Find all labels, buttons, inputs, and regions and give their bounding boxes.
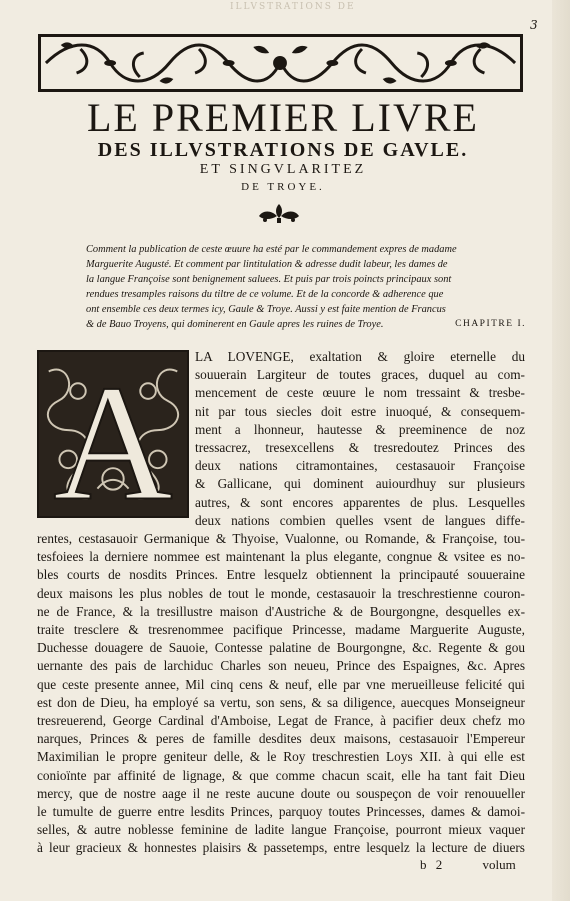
body-line: narques, Princes & peres de famille desdites deux maisons, cestasauoir l'Empereur xyxy=(37,731,525,747)
book-subtitle-3: DE TROYE. xyxy=(241,181,325,193)
book-subtitle-2: ET SINGVLARITEZ xyxy=(199,162,367,177)
chapter-body xyxy=(37,348,525,858)
argument-line: la langue Françoise sont benignement saluees. Et puis par trois poincts principaux sont xyxy=(86,274,452,285)
body-line: deux nations combien quelles vsent de langues diffe- xyxy=(195,512,525,528)
body-line: que ceste presente annee, Mil cinq cens & neuf, elle par vne merueilleuse felicité qui xyxy=(37,676,525,692)
book-title: LE PREMIER LIVRE xyxy=(87,95,479,140)
book-subtitle: DES ILLVSTRATIONS DE GAVLE. xyxy=(97,139,469,161)
body-line: est don de Dieu, ha employé sa vertu, son sens, & sa diligence, auecques Monseigneur xyxy=(37,694,525,710)
page-edge xyxy=(552,0,570,901)
chapter-argument xyxy=(86,242,526,332)
body-line: Maximilian le propre geniteur delle, & le Roy treschrestien Loys XII. à qui elle est xyxy=(37,749,525,765)
ornamental-headband xyxy=(38,34,523,92)
body-line: bles courts de nosdits Princes. Entre lesquelz obtiennent la principauté souueraine xyxy=(37,567,525,583)
argument-line: ont ensemble ces deux termes icy, Gaule & Troye. Aussi y est faite mention de Francus xyxy=(86,304,446,315)
argument-line: rendues tresamples raisons du tiltre de ce volume. Et de la concorde & adherence que xyxy=(86,289,444,300)
body-line: mencement de ceste œuure le nom tressaint & tresbe- xyxy=(195,385,525,401)
initial-letter: A xyxy=(53,352,173,516)
body-line: nit par tous siecles doit estre inuoqué, & consequem- xyxy=(195,403,525,419)
argument-line: & de Bauo Troyens, qui dominerent en Gaule apres les ruines de Troye. xyxy=(86,319,384,330)
body-line: ment a lhonneur, hautesse & preeminence de noz xyxy=(195,421,525,437)
body-line: mercy, que de nostre aage il ne reste aucune doute ou souspeçon de voir renouueller xyxy=(37,785,525,801)
vine-scroll-ornament xyxy=(41,37,520,89)
body-line: deux maisons les plus nobles de tout le monde, cestasauoir la treschrestienne couron- xyxy=(37,585,525,601)
body-line: rentes, cestasauoir Germanique & Thyoise, Vualonne, ou Romande, & Françoise, tou- xyxy=(37,531,525,547)
body-line: & Gallicane, qui dominent auiourdhuy sur plusieurs xyxy=(195,476,525,492)
argument-line: Comment la publication de ceste œuure ha esté par le commandement expres de madame xyxy=(86,244,457,255)
body-line: traite tresclere & tresrenommee pacifique Princesse, madame Marguerite Auguste, xyxy=(37,622,525,638)
body-line: uernante des pais de larchiduc Charles son neueu, Prince des Espaignes, &c. Apres xyxy=(37,658,525,674)
body-line: tressacrez, tresexcellens & tresredoutez Princes des xyxy=(195,440,525,456)
body-line: LA LOVENGE, exaltation & gloire eternelle du xyxy=(195,349,525,364)
body-line: Duchesse douagere de Sauoie, Contesse palatine de Bourgongne, &c. Regente & gou xyxy=(37,640,525,656)
body-line: tresreuerend, George Cardinal d'Amboise, Legat de France, à pacifier deux chefz mo xyxy=(37,713,525,729)
body-line: le tumulte de guerre entre lesdits Princes, parquoy toutes Princesses, dames & damoi- xyxy=(37,804,525,820)
body-line: deux nations citramontaines, cestasauoir Françoise xyxy=(195,458,525,474)
body-line: ne de France, & la tresillustre maison d'Austriche & de Bourgongne, desquelles ex- xyxy=(37,603,525,619)
signature-mark: b 2 xyxy=(420,857,446,872)
argument-line: Marguerite Augusté. Et comment par lintitulation & adresse dudit labeur, les dames de xyxy=(86,259,448,270)
body-line: souuerain Largiteur de toutes graces, duquel au com- xyxy=(195,367,525,383)
page-number: 3 xyxy=(530,18,538,32)
fleuron-icon xyxy=(257,202,301,224)
chapter-label: CHAPITRE I. xyxy=(455,319,526,329)
catchword-line xyxy=(420,857,516,873)
argument-line-last xyxy=(86,317,526,332)
body-line: conioïnte par affinité de lignage, & que comme chacun scait, elle ha tant fait Dieu xyxy=(37,767,525,783)
body-line: à leur gracieux & honnestes plaisirs & passetemps, entre lesquelz la lecture de diuers xyxy=(37,840,525,856)
body-line: selles, & autre noblesse feminine de ladite langue Françoise, pourront mieux vaquer xyxy=(37,822,525,838)
body-line: tesfoiees la derniere nommee est maintenant la plus elegante, congnue & vsitee es no- xyxy=(37,549,525,565)
body-line: autres, & sont encores apparentes de plus. Lesquelles xyxy=(195,494,525,510)
catchword: volum xyxy=(482,857,516,872)
bleed-through-text: ILLVSTRATIONS DE xyxy=(230,2,356,12)
